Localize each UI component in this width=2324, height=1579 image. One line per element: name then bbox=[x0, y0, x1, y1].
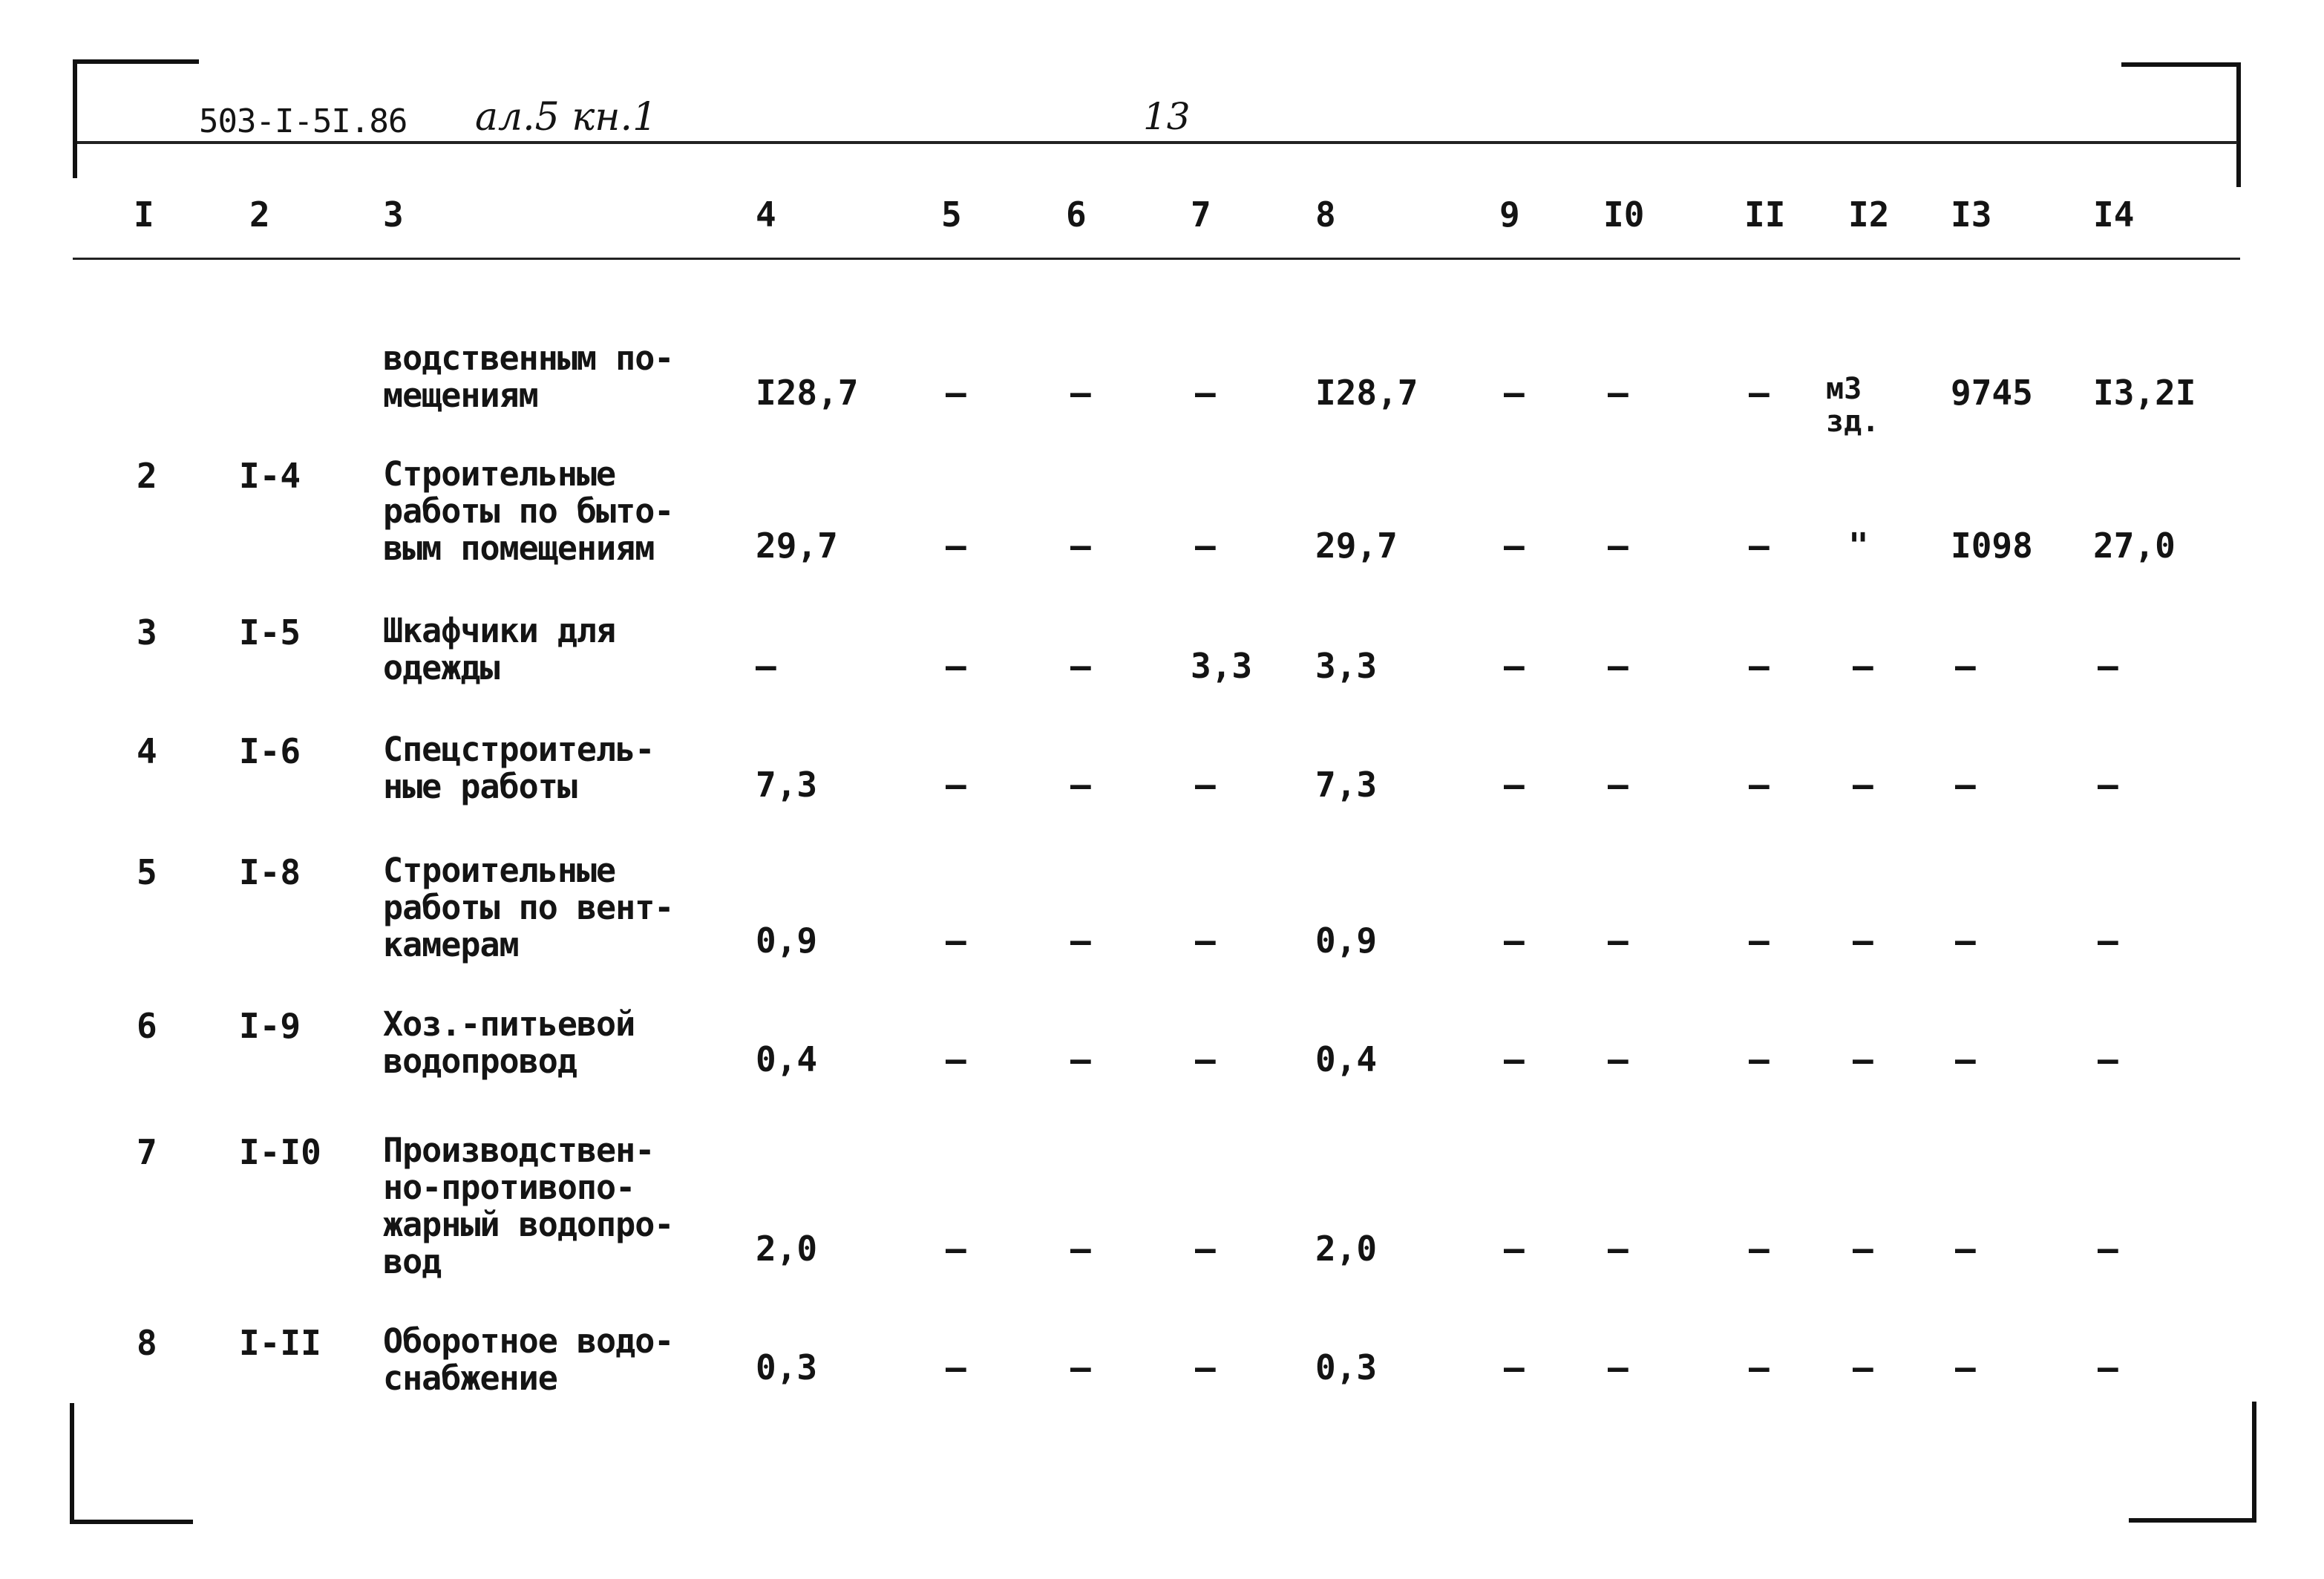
corner-bottom-right-v bbox=[2252, 1402, 2256, 1523]
value-cell: 29,7 bbox=[756, 526, 838, 566]
empty-cell-dash: – bbox=[1608, 1039, 1629, 1079]
section-code: I-II bbox=[239, 1323, 321, 1363]
empty-cell-dash: – bbox=[2098, 921, 2118, 961]
value-cell: 2,0 bbox=[1315, 1229, 1378, 1269]
empty-cell-dash: – bbox=[1195, 1347, 1216, 1387]
header-rule bbox=[77, 141, 2237, 144]
column-number: 8 bbox=[1315, 194, 1336, 235]
unit-cell: м3 зд. bbox=[1826, 372, 1880, 439]
empty-cell-dash: – bbox=[1504, 765, 1525, 805]
empty-cell-dash: – bbox=[1749, 373, 1770, 413]
row-description: Производствен- но-противопо- жарный водопро- вод bbox=[383, 1131, 674, 1281]
empty-cell-dash: – bbox=[1504, 526, 1525, 566]
value-cell: 0,4 bbox=[756, 1039, 818, 1079]
document-code: 503-I-5I.86 bbox=[199, 102, 407, 140]
empty-cell-dash: – bbox=[1749, 646, 1770, 686]
value-cell: 0,9 bbox=[1315, 921, 1378, 961]
column-number: 6 bbox=[1066, 194, 1087, 235]
empty-cell-dash: – bbox=[1853, 1229, 1873, 1269]
corner-top-left-h bbox=[73, 59, 199, 64]
empty-cell-dash: – bbox=[2098, 1039, 2118, 1079]
empty-cell-dash: – bbox=[946, 921, 966, 961]
empty-cell-dash: – bbox=[2098, 1229, 2118, 1269]
row-number: 6 bbox=[137, 1006, 157, 1046]
value-cell: 2,0 bbox=[756, 1229, 818, 1269]
column-number: 5 bbox=[941, 194, 962, 235]
value-cell: 29,7 bbox=[1315, 526, 1398, 566]
value-cell: 0,9 bbox=[756, 921, 818, 961]
empty-cell-dash: – bbox=[1853, 646, 1873, 686]
empty-cell-dash: – bbox=[1749, 1039, 1770, 1079]
empty-cell-dash: – bbox=[1608, 373, 1629, 413]
empty-cell-dash: – bbox=[1749, 765, 1770, 805]
empty-cell-dash: – bbox=[1955, 1039, 1976, 1079]
empty-cell-dash: – bbox=[946, 765, 966, 805]
row-number: 2 bbox=[137, 456, 157, 496]
empty-cell-dash: – bbox=[1853, 921, 1873, 961]
column-number: I bbox=[134, 194, 154, 235]
page-number: 13 bbox=[1143, 95, 1191, 138]
row-number: 5 bbox=[137, 852, 157, 892]
empty-cell-dash: – bbox=[1195, 921, 1216, 961]
empty-cell-dash: – bbox=[1504, 1039, 1525, 1079]
empty-cell-dash: – bbox=[1070, 373, 1091, 413]
value-cell: 3,3 bbox=[1315, 646, 1378, 686]
value-cell: 7,3 bbox=[756, 765, 818, 805]
column-number: II bbox=[1744, 194, 1786, 235]
empty-cell-dash: – bbox=[946, 1229, 966, 1269]
section-code: I-9 bbox=[239, 1006, 301, 1046]
row-number: 8 bbox=[137, 1323, 157, 1363]
empty-cell-dash: – bbox=[1608, 765, 1629, 805]
corner-top-right-v bbox=[2236, 62, 2241, 187]
value-cell: I098 bbox=[1951, 526, 2033, 566]
value-cell: " bbox=[1848, 526, 1869, 566]
section-code: I-5 bbox=[239, 612, 301, 653]
empty-cell-dash: – bbox=[1608, 1347, 1629, 1387]
column-number: I2 bbox=[1848, 194, 1890, 235]
section-code: I-4 bbox=[239, 456, 301, 496]
empty-cell-dash: – bbox=[1195, 1229, 1216, 1269]
empty-cell-dash: – bbox=[946, 1347, 966, 1387]
column-number: 7 bbox=[1191, 194, 1211, 235]
value-cell: 0,3 bbox=[1315, 1347, 1378, 1387]
value-cell: 0,4 bbox=[1315, 1039, 1378, 1079]
empty-cell-dash: – bbox=[1070, 1039, 1091, 1079]
value-cell: 9745 bbox=[1951, 373, 2033, 413]
empty-cell-dash: – bbox=[1608, 1229, 1629, 1269]
handwritten-reference: ал.5 кн.1 bbox=[475, 95, 658, 140]
empty-cell-dash: – bbox=[1608, 921, 1629, 961]
empty-cell-dash: – bbox=[1504, 373, 1525, 413]
value-cell: I28,7 bbox=[756, 373, 859, 413]
empty-cell-dash: – bbox=[1608, 526, 1629, 566]
corner-bottom-left-v bbox=[70, 1403, 74, 1524]
empty-cell-dash: – bbox=[1749, 1229, 1770, 1269]
value-cell: 3,3 bbox=[1191, 646, 1253, 686]
column-header-rule bbox=[73, 258, 2240, 260]
empty-cell-dash: – bbox=[1749, 1347, 1770, 1387]
empty-cell-dash: – bbox=[1195, 526, 1216, 566]
row-description: Строительные работы по быто- вым помещениям bbox=[383, 454, 674, 568]
column-number: 4 bbox=[756, 194, 776, 235]
empty-cell-dash: – bbox=[1195, 373, 1216, 413]
column-number: I0 bbox=[1603, 194, 1645, 235]
empty-cell-dash: – bbox=[1955, 765, 1976, 805]
column-number: I4 bbox=[2093, 194, 2135, 235]
empty-cell-dash: – bbox=[946, 1039, 966, 1079]
section-code: I-I0 bbox=[239, 1132, 321, 1172]
empty-cell-dash: – bbox=[1070, 765, 1091, 805]
empty-cell-dash: – bbox=[1070, 1229, 1091, 1269]
value-cell: 7,3 bbox=[1315, 765, 1378, 805]
value-cell: 0,3 bbox=[756, 1347, 818, 1387]
value-cell: I3,2I bbox=[2093, 373, 2196, 413]
column-number: 3 bbox=[383, 194, 404, 235]
value-cell: I28,7 bbox=[1315, 373, 1418, 413]
row-description: водственным по- мещениям bbox=[383, 339, 674, 415]
empty-cell-dash: – bbox=[1608, 646, 1629, 686]
row-number: 3 bbox=[137, 612, 157, 653]
row-description: Спецстроитель- ные работы bbox=[383, 730, 655, 806]
row-description: Строительные работы по вент- камерам bbox=[383, 851, 674, 964]
empty-cell-dash: – bbox=[1504, 1347, 1525, 1387]
row-description: Шкафчики для одежды bbox=[383, 611, 616, 687]
column-number: I3 bbox=[1951, 194, 1992, 235]
corner-top-right-h bbox=[2121, 62, 2240, 67]
empty-cell-dash: – bbox=[1853, 1039, 1873, 1079]
empty-cell-dash: – bbox=[2098, 1347, 2118, 1387]
row-description: Оборотное водо- снабжение bbox=[383, 1321, 674, 1398]
empty-cell-dash: – bbox=[1195, 1039, 1216, 1079]
empty-cell-dash: – bbox=[1070, 646, 1091, 686]
section-code: I-6 bbox=[239, 731, 301, 771]
empty-cell-dash: – bbox=[1853, 1347, 1873, 1387]
row-description: Хоз.-питьевой водопровод bbox=[383, 1004, 635, 1081]
empty-cell-dash: – bbox=[1070, 526, 1091, 566]
empty-cell-dash: – bbox=[756, 646, 776, 686]
empty-cell-dash: – bbox=[1749, 526, 1770, 566]
empty-cell-dash: – bbox=[1749, 921, 1770, 961]
empty-cell-dash: – bbox=[1504, 646, 1525, 686]
empty-cell-dash: – bbox=[946, 526, 966, 566]
empty-cell-dash: – bbox=[1955, 921, 1976, 961]
corner-bottom-left-h bbox=[70, 1520, 193, 1524]
empty-cell-dash: – bbox=[1504, 1229, 1525, 1269]
row-number: 7 bbox=[137, 1132, 157, 1172]
empty-cell-dash: – bbox=[1504, 921, 1525, 961]
corner-top-left-v bbox=[73, 59, 77, 178]
empty-cell-dash: – bbox=[1070, 921, 1091, 961]
empty-cell-dash: – bbox=[1195, 765, 1216, 805]
section-code: I-8 bbox=[239, 852, 301, 892]
empty-cell-dash: – bbox=[1853, 765, 1873, 805]
empty-cell-dash: – bbox=[2098, 765, 2118, 805]
empty-cell-dash: – bbox=[946, 373, 966, 413]
empty-cell-dash: – bbox=[1955, 646, 1976, 686]
value-cell: 27,0 bbox=[2093, 526, 2176, 566]
empty-cell-dash: – bbox=[946, 646, 966, 686]
empty-cell-dash: – bbox=[1955, 1347, 1976, 1387]
row-number: 4 bbox=[137, 731, 157, 771]
column-number: 9 bbox=[1499, 194, 1520, 235]
corner-bottom-right-h bbox=[2129, 1518, 2256, 1523]
empty-cell-dash: – bbox=[2098, 646, 2118, 686]
empty-cell-dash: – bbox=[1955, 1229, 1976, 1269]
column-number: 2 bbox=[249, 194, 270, 235]
empty-cell-dash: – bbox=[1070, 1347, 1091, 1387]
